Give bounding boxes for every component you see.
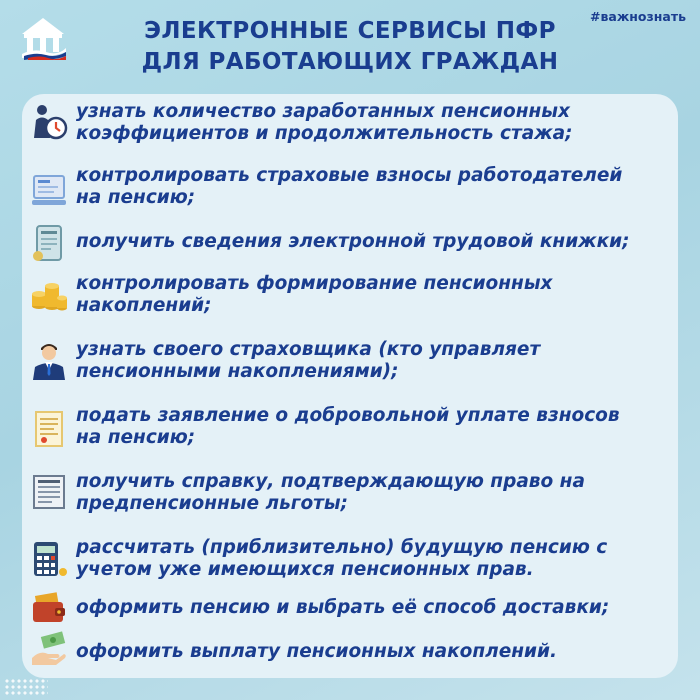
service-text: получить сведения электронной трудовой книжки;: [76, 231, 630, 252]
title-line-2: ДЛЯ РАБОТАЮЩИХ ГРАЖДАН: [141, 49, 559, 75]
clock-person-icon: [30, 102, 68, 142]
service-text: получить справку, подтверждающую право на предпенсионные льготы;: [76, 471, 585, 514]
service-text: подать заявление о добровольной уплате взносов на пенсию;: [76, 405, 620, 448]
certificate-icon: [30, 472, 68, 512]
calculator-icon: [30, 540, 68, 580]
businessman-icon: [30, 340, 68, 380]
service-text: рассчитать (приблизительно) будущую пенсию с учетом уже имеющихся пенсионных прав.: [76, 537, 608, 580]
money-hand-icon: [30, 628, 68, 668]
wallet-icon: [30, 588, 68, 628]
service-text: контролировать формирование пенсионных накоплений;: [76, 273, 553, 316]
service-text: контролировать страховые взносы работодателей на пенсию;: [76, 165, 623, 208]
service-text: оформить выплату пенсионных накоплений.: [76, 641, 557, 662]
tablet-document-icon: [30, 224, 68, 264]
computer-icon: [30, 170, 68, 210]
services-panel: [22, 94, 678, 678]
hashtag: #важнознать: [590, 9, 686, 24]
application-form-icon: [30, 410, 68, 450]
service-text: узнать количество заработанных пенсионных коэффициентов и продолжительность стажа;: [76, 101, 573, 144]
page-title: [0, 16, 700, 78]
decorative-dots: [4, 678, 48, 696]
title-line-1: ЭЛЕКТРОННЫЕ СЕРВИСЫ ПФР: [144, 18, 556, 44]
coins-icon: [30, 274, 68, 314]
service-text: оформить пенсию и выбрать её способ доставки;: [76, 597, 610, 618]
service-text: узнать своего страховщика (кто управляет пенсионными накоплениями);: [76, 339, 541, 382]
